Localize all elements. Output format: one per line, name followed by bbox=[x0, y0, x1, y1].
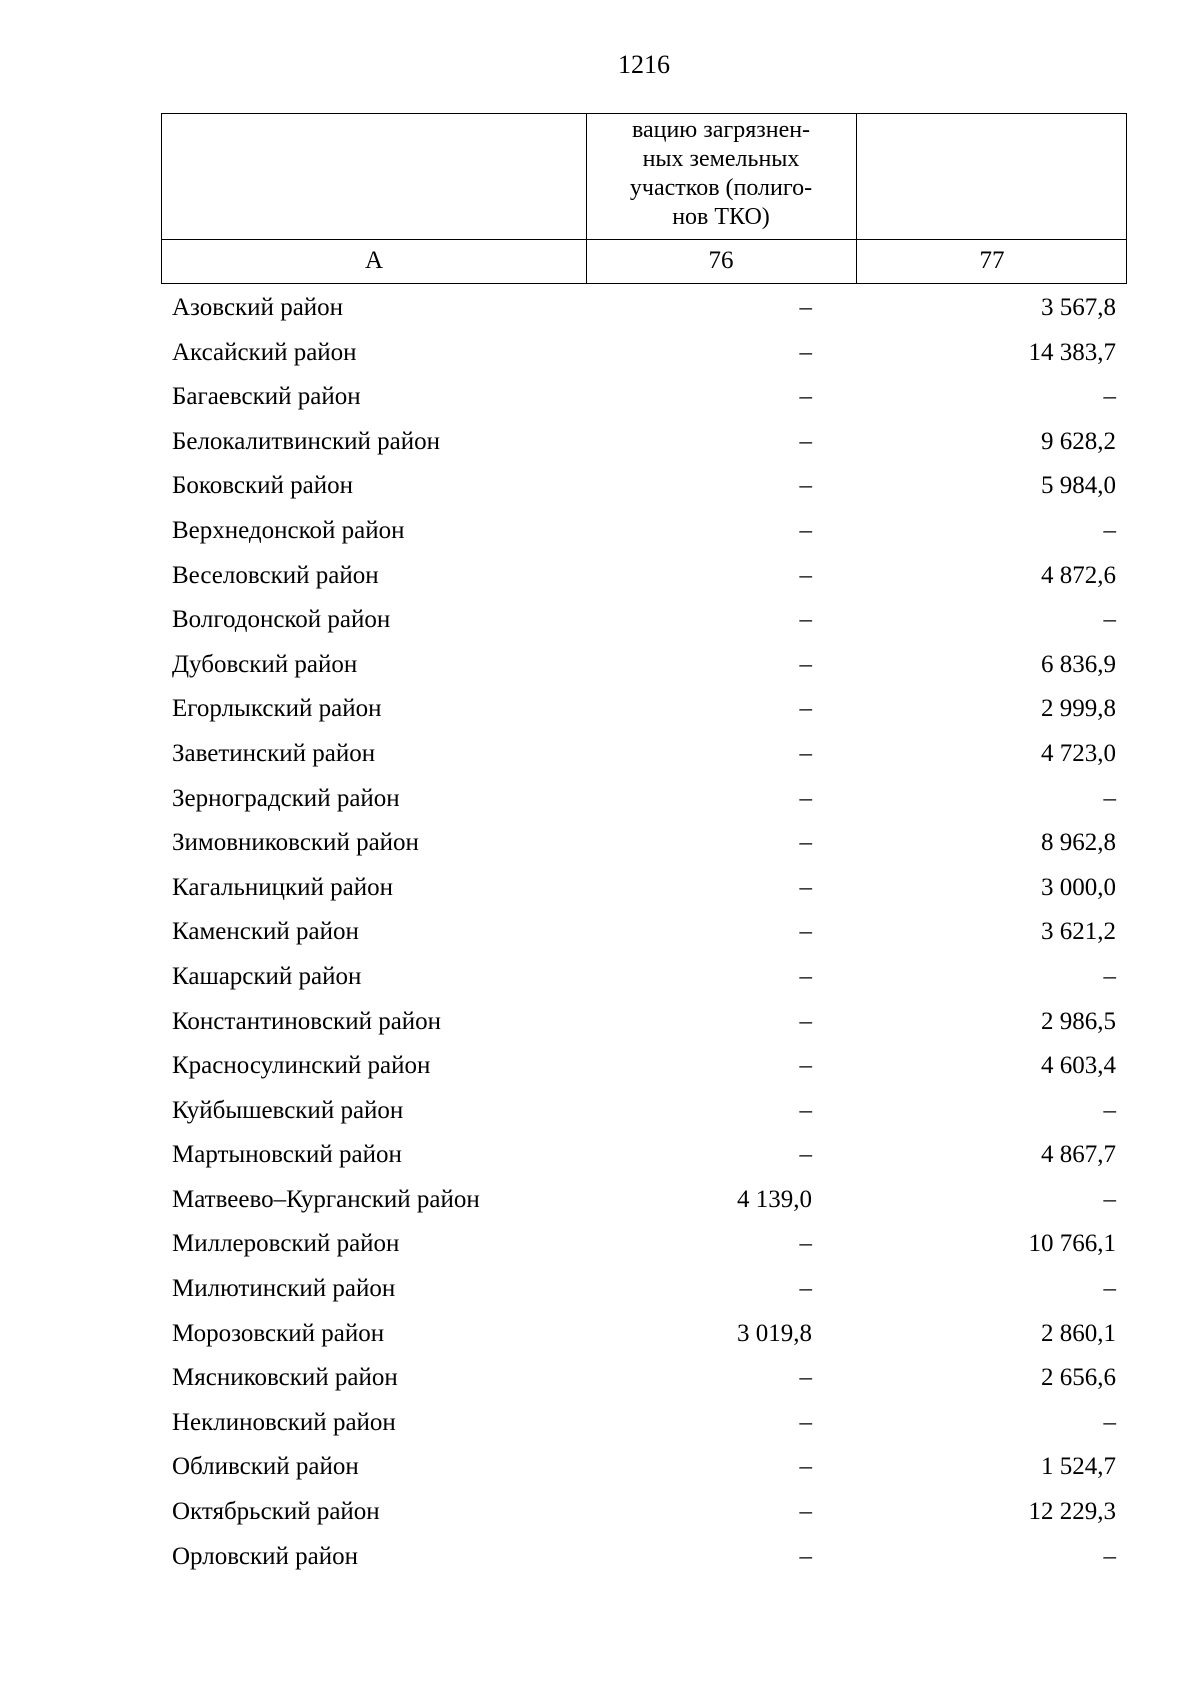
table-row bbox=[161, 1271, 1127, 1316]
value-col-76: – bbox=[799, 1364, 812, 1392]
value-col-76: – bbox=[799, 1141, 812, 1169]
table-row bbox=[161, 1137, 1127, 1182]
district-name: Верхнедонской район bbox=[172, 516, 405, 544]
value-col-76: – bbox=[799, 472, 812, 500]
value-col-77: – bbox=[1103, 784, 1116, 812]
value-col-76: – bbox=[799, 606, 812, 634]
table-row bbox=[161, 647, 1127, 692]
district-name: Миллеровский район bbox=[172, 1230, 400, 1258]
value-col-77: – bbox=[1103, 516, 1116, 544]
table-row bbox=[161, 1226, 1127, 1271]
value-col-76: – bbox=[799, 294, 812, 321]
value-col-76: – bbox=[799, 1096, 812, 1124]
table-row bbox=[161, 290, 1127, 335]
value-col-76: – bbox=[799, 962, 812, 990]
table-row bbox=[161, 513, 1127, 558]
value-col-77: 3 621,2 bbox=[1041, 918, 1116, 946]
value-col-77: 4 867,7 bbox=[1041, 1141, 1116, 1169]
value-col-77: 2 986,5 bbox=[1041, 1007, 1116, 1035]
value-col-77: 12 229,3 bbox=[1028, 1498, 1116, 1526]
value-col-77: 5 984,0 bbox=[1041, 472, 1116, 500]
table-row bbox=[161, 1539, 1127, 1584]
page-number: 1216 bbox=[618, 50, 670, 79]
value-col-76: – bbox=[799, 1052, 812, 1080]
table-row bbox=[161, 1494, 1127, 1539]
value-col-76: – bbox=[799, 650, 812, 678]
table-row bbox=[161, 424, 1127, 469]
district-name: Мясниковский район bbox=[172, 1364, 398, 1392]
table-row bbox=[161, 1048, 1127, 1093]
district-name: Веселовский район bbox=[172, 561, 379, 589]
district-name: Боковский район bbox=[172, 472, 353, 500]
value-col-77: 2 656,6 bbox=[1041, 1364, 1116, 1392]
district-name: Орловский район bbox=[172, 1542, 358, 1570]
value-col-77: 14 383,7 bbox=[1028, 338, 1116, 366]
value-col-77: – bbox=[1103, 383, 1116, 411]
table-row bbox=[161, 959, 1127, 1004]
value-col-76: – bbox=[799, 561, 812, 589]
value-col-76: 3 019,8 bbox=[737, 1319, 812, 1347]
table-row bbox=[161, 914, 1127, 959]
value-col-77: – bbox=[1103, 1275, 1116, 1303]
table-row bbox=[161, 781, 1127, 826]
district-name: Дубовский район bbox=[172, 650, 358, 678]
table-row bbox=[161, 691, 1127, 736]
table-row bbox=[161, 602, 1127, 647]
district-name: Морозовский район bbox=[172, 1319, 385, 1347]
column-number-a: А bbox=[364, 247, 384, 274]
district-name: Октябрьский район bbox=[172, 1498, 380, 1526]
column-76-heading-line: участков (полиго- bbox=[629, 175, 813, 201]
table-body bbox=[161, 290, 1127, 1583]
column-76-heading-line: ных земельных bbox=[642, 146, 800, 172]
district-name: Красносулинский район bbox=[172, 1052, 431, 1080]
value-col-77: 4 723,0 bbox=[1041, 739, 1116, 767]
value-col-77: 10 766,1 bbox=[1028, 1230, 1116, 1258]
table-row bbox=[161, 1182, 1127, 1227]
value-col-76: – bbox=[799, 873, 812, 901]
table-row bbox=[161, 335, 1127, 380]
district-name: Белокалитвинский район bbox=[172, 427, 440, 455]
district-name: Матвеево–Курганский район bbox=[172, 1185, 480, 1213]
value-col-76: 4 139,0 bbox=[737, 1185, 812, 1213]
value-col-77: – bbox=[1103, 1185, 1116, 1213]
value-col-76: – bbox=[799, 516, 812, 544]
district-name: Волгодонской район bbox=[172, 606, 391, 634]
table-row bbox=[161, 558, 1127, 603]
value-col-77: 4 872,6 bbox=[1041, 561, 1116, 589]
value-col-76: – bbox=[799, 383, 812, 411]
table-row bbox=[161, 1093, 1127, 1138]
value-col-77: – bbox=[1103, 606, 1116, 634]
district-name: Неклиновский район bbox=[172, 1408, 396, 1436]
table-row bbox=[161, 468, 1127, 513]
value-col-76: – bbox=[799, 918, 812, 946]
district-name: Заветинский район bbox=[172, 739, 376, 767]
column-76-heading-line: вацию загрязнен- bbox=[631, 117, 811, 143]
district-name: Зимовниковский район bbox=[172, 829, 419, 857]
value-col-77: – bbox=[1103, 1542, 1116, 1570]
value-col-76: – bbox=[799, 1230, 812, 1258]
value-col-77: – bbox=[1103, 962, 1116, 990]
district-name: Каменский район bbox=[172, 918, 359, 946]
value-col-77: 2 999,8 bbox=[1041, 695, 1116, 723]
table-row bbox=[161, 1405, 1127, 1450]
table-row bbox=[161, 379, 1127, 424]
district-name: Зерноградский район bbox=[172, 784, 400, 812]
value-col-76: – bbox=[799, 1408, 812, 1436]
value-col-77: 9 628,2 bbox=[1041, 427, 1116, 455]
value-col-76: – bbox=[799, 739, 812, 767]
district-name: Кагальницкий район bbox=[172, 873, 394, 901]
table-row bbox=[161, 1449, 1127, 1494]
district-name: Мартыновский район bbox=[172, 1141, 402, 1169]
value-col-77: 8 962,8 bbox=[1041, 829, 1116, 857]
value-col-77: 4 603,4 bbox=[1041, 1052, 1116, 1080]
value-col-77: 3 000,0 bbox=[1041, 873, 1116, 901]
table-row bbox=[161, 736, 1127, 781]
table-row bbox=[161, 1360, 1127, 1405]
column-76-heading-line: нов ТКО) bbox=[672, 204, 770, 230]
value-col-77: – bbox=[1103, 1408, 1116, 1436]
district-name: Милютинский район bbox=[172, 1275, 396, 1303]
value-col-77: 3 567,8 bbox=[1041, 294, 1116, 321]
district-name: Егорлыкский район bbox=[172, 695, 382, 723]
value-col-76: – bbox=[799, 427, 812, 455]
table-row bbox=[161, 1004, 1127, 1049]
value-col-76: – bbox=[799, 784, 812, 812]
value-col-76: – bbox=[799, 829, 812, 857]
value-col-77: 1 524,7 bbox=[1041, 1453, 1116, 1481]
district-name: Багаевский район bbox=[172, 383, 361, 411]
value-col-76: – bbox=[799, 1275, 812, 1303]
district-name: Азовский район bbox=[172, 294, 344, 321]
district-name: Куйбышевский район bbox=[172, 1096, 404, 1124]
value-col-77: 2 860,1 bbox=[1041, 1319, 1116, 1347]
table-row bbox=[161, 1316, 1127, 1361]
column-number-76: 76 bbox=[708, 247, 734, 274]
value-col-76: – bbox=[799, 1498, 812, 1526]
table-row bbox=[161, 825, 1127, 870]
district-name: Кашарский район bbox=[172, 962, 362, 990]
district-name: Аксайский район bbox=[172, 338, 357, 366]
column-number-77: 77 bbox=[979, 247, 1005, 274]
district-name: Обливский район bbox=[172, 1453, 359, 1481]
value-col-76: – bbox=[799, 1542, 812, 1570]
value-col-76: – bbox=[799, 1007, 812, 1035]
district-name: Константиновский район bbox=[172, 1007, 442, 1035]
value-col-77: 6 836,9 bbox=[1041, 650, 1116, 678]
value-col-76: – bbox=[799, 1453, 812, 1481]
value-col-76: – bbox=[799, 695, 812, 723]
column-76-heading bbox=[586, 116, 856, 232]
value-col-77: – bbox=[1103, 1096, 1116, 1124]
table-header bbox=[161, 113, 1127, 284]
table-row bbox=[161, 870, 1127, 915]
value-col-76: – bbox=[799, 338, 812, 366]
